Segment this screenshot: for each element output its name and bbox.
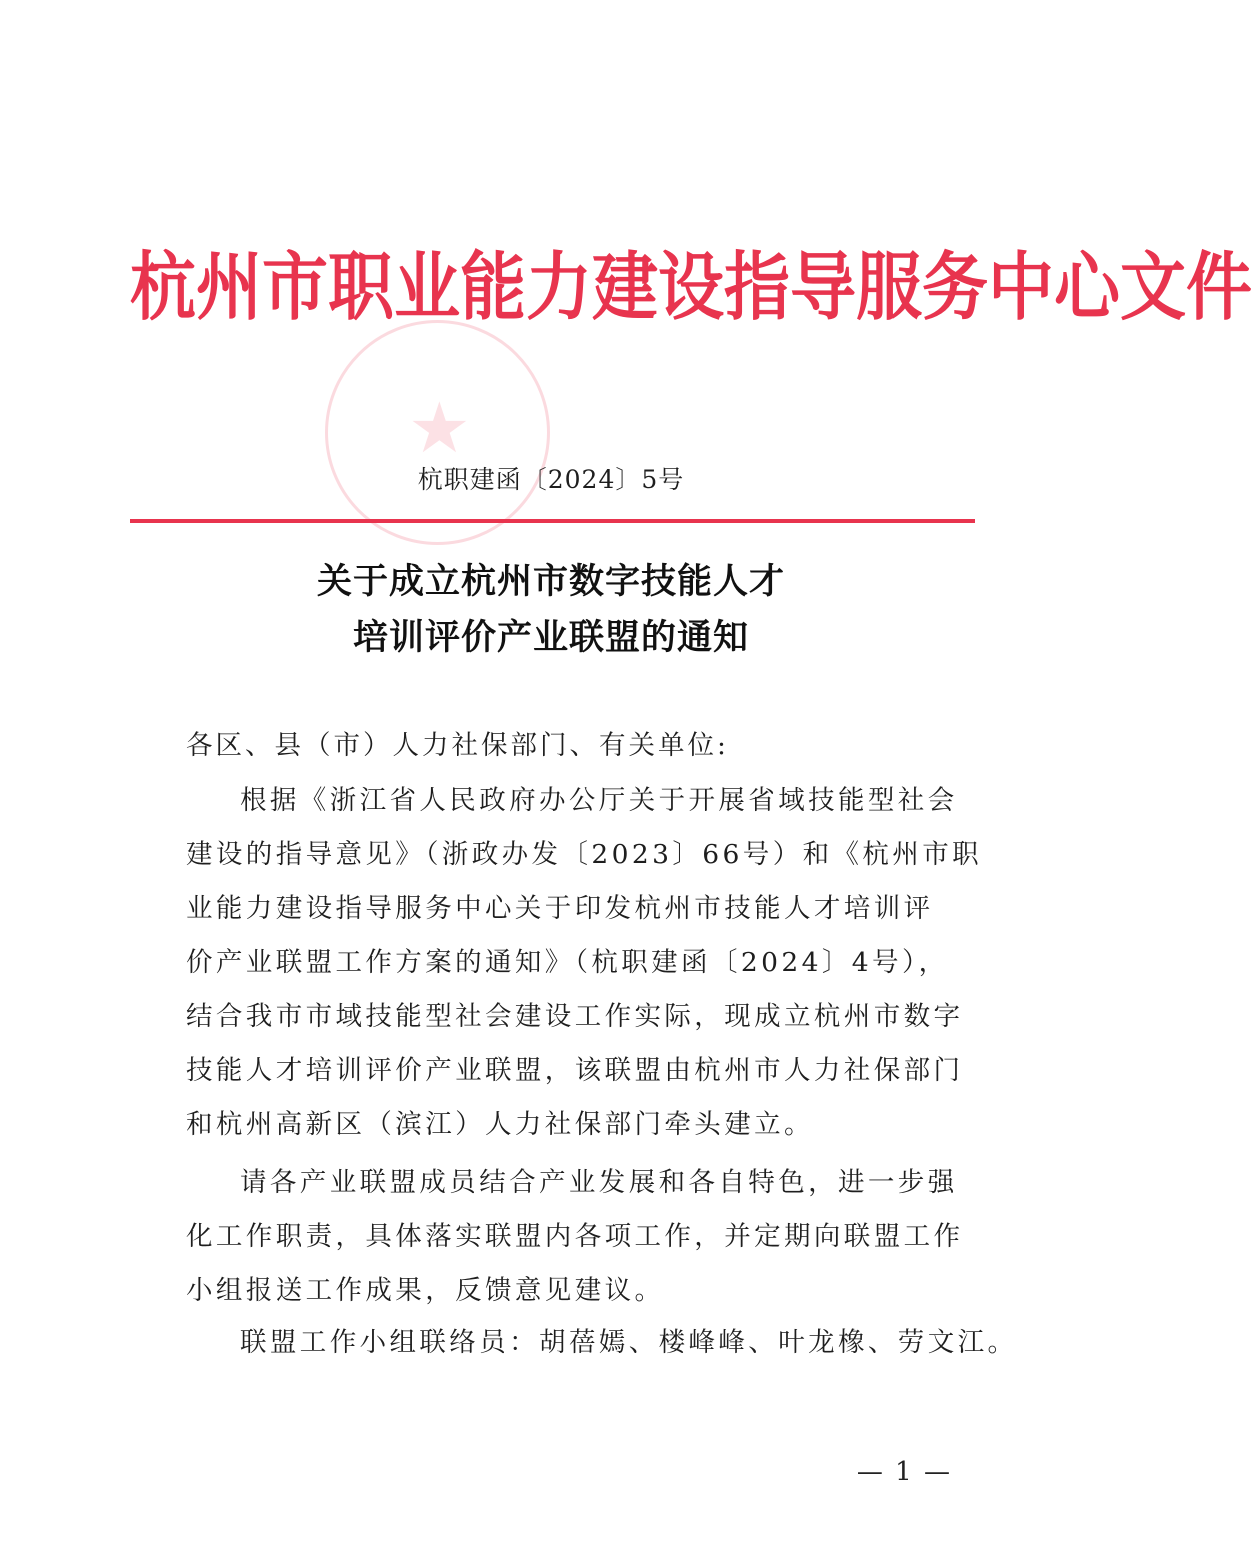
document-number: 杭职建函〔2024〕5号 [417,465,685,494]
paragraph-1-line: 价产业联盟工作方案的通知》（杭职建函〔2024〕4号）， [186,947,949,978]
paragraph-1-line: 和杭州高新区（滨江）人力社保部门牵头建立。 [186,1109,814,1140]
notice-title-line-1: 关于成立杭州市数字技能人才 [316,561,785,602]
paragraph-2-line: 请各产业联盟成员结合产业发展和各自特色，进一步强 [240,1167,958,1198]
paragraph-1-line: 建设的指导意见》（浙政办发〔2023〕66号）和《杭州市职 [186,839,983,870]
paragraph-1-line: 业能力建设指导服务中心关于印发杭州市技能人才培训评 [186,893,934,924]
page-number: — 1 — [856,1457,952,1487]
paragraph-1-line: 技能人才培训评价产业联盟，该联盟由杭州市人力社保部门 [186,1055,964,1086]
paragraph-2-line: 化工作职责，具体落实联盟内各项工作，并定期向联盟工作 [186,1221,964,1252]
official-seal [325,320,550,545]
paragraph-1-line: 结合我市市域技能型社会建设工作实际，现成立杭州市数字 [186,1001,964,1032]
salutation: 各区、县（市）人力社保部门、有关单位: [186,730,729,761]
red-divider-line [130,519,975,523]
paragraph-2-line: 小组报送工作成果，反馈意见建议。 [186,1275,665,1306]
seal-star-icon: ★ [408,387,471,469]
paragraph-3-line: 联盟工作小组联络员：胡蓓嫣、楼峰峰、叶龙橡、劳文江。 [240,1327,1018,1358]
document-header-title: 杭州市职业能力建设指导服务中心文件 [130,244,1252,331]
paragraph-1-line: 根据《浙江省人民政府办公厅关于开展省域技能型社会 [240,785,958,816]
notice-title-line-2: 培训评价产业联盟的通知 [352,617,749,658]
